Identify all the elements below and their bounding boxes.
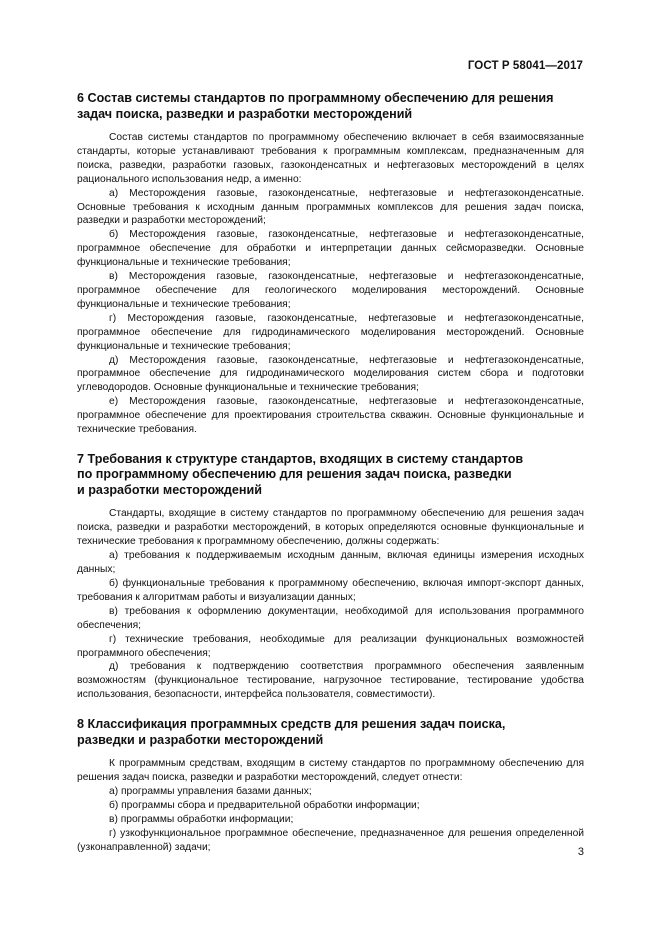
list-item: д) требования к подтверждению соответствия программного обеспечения заявленным возможностям (функциональное тестирование, нагрузочное тестирование, тестирование удобства использования, безопасности, интерфейса пользователя, совместимости). xyxy=(77,661,584,701)
list-item: а) программы управления базами данных; xyxy=(109,785,312,797)
list-item: г) Месторождения газовые, газоконденсатные, нефтегазовые и нефтегазоконденсатные, программное обеспечение для гидродинамического моделирования месторождений. Основные функциональные и технические требования; xyxy=(77,312,584,352)
list-item: д) Месторождения газовые, газоконденсатные, нефтегазовые и нефтегазоконденсатные, программное обеспечение для гидродинамического моделирования систем сбора и подготовки углеводородов. Основные функциональные и технические требования; xyxy=(77,354,584,394)
section-7-list xyxy=(77,549,584,702)
page-number: 3 xyxy=(577,846,584,858)
section-8 xyxy=(77,717,584,854)
list-item: б) Месторождения газовые, газоконденсатные, нефтегазовые и нефтегазоконденсатные, программное обеспечение для обработки и интерпретации данных сейсморазведки. Основные функциональные и технические требования; xyxy=(77,229,584,269)
section-6-list xyxy=(77,187,584,437)
list-item: в) программы обработки информации; xyxy=(109,813,294,825)
section-8-list xyxy=(77,785,584,855)
list-item: в) требования к оформлению документации, необходимой для использования программного обеспечения; xyxy=(77,605,584,631)
section-7-title xyxy=(77,452,584,499)
section-title-line: разведки и разработки месторождений xyxy=(77,732,324,747)
document-code: ГОСТ Р 58041—2017 xyxy=(467,60,583,72)
section-7 xyxy=(77,452,584,702)
list-item: г) узкофункциональное программное обеспечение, предназначенное для решения определенной (узконаправленной) задачи; xyxy=(77,827,584,853)
section-title-line: по программному обеспечению для решения задач поиска, разведки xyxy=(77,467,512,482)
list-item: е) Месторождения газовые, газоконденсатные, нефтегазовые и нефтегазоконденсатные, программное обеспечение для проектирования строительства скважин. Основные функциональные и технические требования. xyxy=(77,396,584,436)
list-item: а) Месторождения газовые, газоконденсатные, нефтегазовые и нефтегазоконденсатные. Основные требования к исходным данным программных комплексов для решения задач поиска, разведки и разработки месторождений; xyxy=(77,187,584,227)
list-item: в) Месторождения газовые, газоконденсатные, нефтегазовые и нефтегазоконденсатные, программное обеспечение для геологического моделирования месторождений. Основные функциональные и технические требования; xyxy=(77,271,584,310)
list-item: б) программы сбора и предварительной обработки информации; xyxy=(109,799,420,811)
list-item: г) технические требования, необходимые для реализации функциональных возможностей программного обеспечения; xyxy=(77,633,584,659)
section-title-line: и разработки месторождений xyxy=(77,482,263,497)
section-title-line: 8 Классификация программных средств для решения задач поиска, xyxy=(77,717,506,732)
section-title-line: 7 Требования к структуре стандартов, входящих в систему стандартов xyxy=(77,451,524,466)
section-7-intro: Стандарты, входящие в систему стандартов по программному обеспечению для решения задач поиска, разведки и разработки месторождений, в которых определяются основные функциональные и технические требования к программному обеспечению, должны содержать: xyxy=(77,508,584,548)
section-title-line: 6 Состав системы стандартов по программному обеспечению для решения xyxy=(77,91,554,105)
list-item: б) функциональные требования к программному обеспечению, включая импорт-экспорт данных, требования к алгоритмам работы и визуализации данных; xyxy=(77,577,584,603)
list-item: а) требования к поддерживаемым исходным данным, включая единицы измерения исходных данных; xyxy=(77,550,584,576)
page-content xyxy=(77,91,584,854)
section-8-title xyxy=(77,717,584,748)
section-6 xyxy=(77,91,584,437)
section-8-intro: К программным средствам, входящим в систему стандартов по программному обеспечению для решения задач поиска, разведки и разработки месторождений, следует отнести: xyxy=(77,758,584,784)
section-6-intro: Состав системы стандартов по программному обеспечению включает в себя взаимосвязанные стандарты, которые устанавливают требования к программным комплексам, предназначенным для поиска, разведки, разработки газовых, газоконденсатных и нефтегазовых месторождений в целях рационального использования недр, а именно: xyxy=(77,132,584,185)
section-6-title xyxy=(77,91,584,122)
section-title-line: задач поиска, разведки и разработки месторождений xyxy=(77,106,413,121)
